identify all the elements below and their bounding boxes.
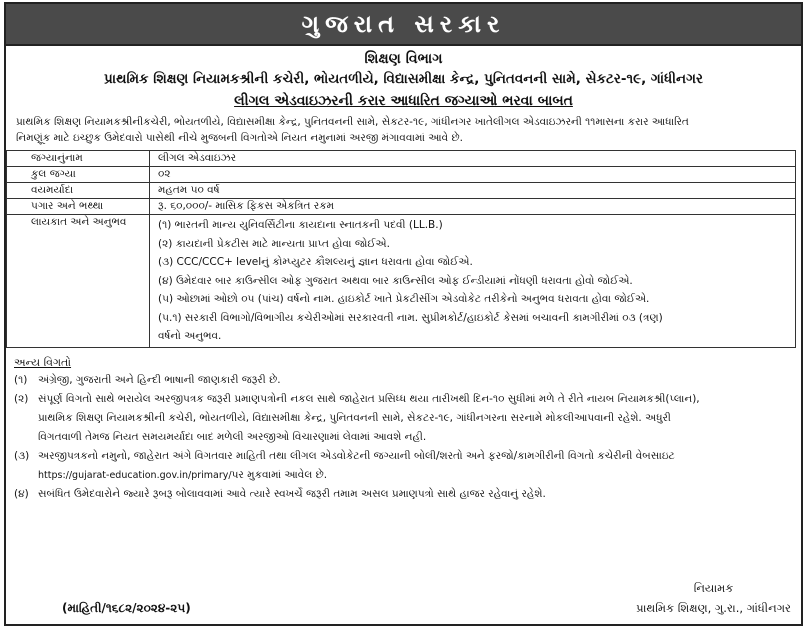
intro-line: પ્રાથમિક શિક્ષણ નિયામકશ્રીનીકચેરી, ભોયતળીયે, વિદ્યાસમીક્ષા કેન્દ્ર, પુનિતવનની સામે, સેકટર-૧૯, ગાંધીનગર ખાતેલીગલ એડવાઇઝરની ૧૧માસના કરાર આધારિત (16, 116, 689, 128)
item-line: અરજીપત્રકનો નમુનો, જાહેરાત અંગે વિગતવાર માહિતી તથા લીગલ એડવોકેટની જગ્યાની બોલી/શરતો અને ફરજો/કામગીરીની વિગતો કચેરીની વેબસાઇટ (38, 449, 675, 462)
table-row (7, 215, 796, 348)
item-line: સંપૂર્ણ વિગતો સાથે ભરાયેલ અરજીપત્રક જરૂરી પ્રમાણપત્રોની નકલ સાથે જાહેરાત પ્રસિધ્ધ થયા તારીખથી દિન-૧૦ સુધીમાં મળે તે રીતે નાયબ નિયામકશ્રી(પ્લાન), (38, 392, 700, 405)
item-text (38, 371, 793, 390)
signatory-title: નિયામક (693, 581, 734, 595)
item-text (38, 485, 793, 504)
item-line: અંગ્રેજી, ગુજરાતી અને હિન્દી ભાષાની જાણકારી જરૂરી છે. (38, 373, 281, 386)
item-text (38, 390, 793, 447)
detail-value: ૦૨ (150, 167, 796, 183)
list-item (14, 390, 793, 447)
notice-subject: લીગલ એડવાઇઝરની કરાર આધારિત જગ્યાઓ ભરવા બાબત (234, 93, 573, 109)
signature-block (636, 578, 791, 618)
footer (6, 574, 801, 618)
qualification-label: લાયકાત અને અનુભવ (7, 215, 150, 348)
item-line (38, 466, 793, 485)
table-row (7, 183, 796, 199)
header-block (6, 46, 801, 112)
detail-label: પગાર અને ભથ્થા (7, 199, 150, 215)
qualification-list (150, 215, 796, 348)
item-number: (૩) (14, 449, 30, 462)
item-line: વિગતવાળી તેમજ નિયત સમયમર્યાદા બાદ મળેલી અરજીઓ વિચારણામાં લેવામાં આવશે નહી. (38, 430, 427, 443)
post-details-table (6, 150, 796, 348)
item-line: પ્રાથમિક શિક્ષણ નિયામકશ્રીની કચેરી, ભોયતળીયે, વિદ્યાસમીક્ષા કેન્દ્ર, પુનિતવનની સામે, સેકટર-૧૯, ગાંધીનગરના સરનામે મોકલીઆપવાની રહેશે. અધુરી (38, 411, 671, 424)
qualification-item: (૨) કાયદાની પ્રેકટીસ માટે માન્યતા પ્રાપ્ત હોવા જોઈએ. (158, 237, 390, 250)
signatory-office: પ્રાથમિક શિક્ષણ, ગુ.રા., ગાંધીનગર (636, 601, 791, 615)
qualification-item: વર્ષનો અનુભવ. (158, 330, 222, 342)
intro-paragraph (6, 112, 801, 146)
reference-number: (માહિતી/૧૬૮૨/૨૦૨૪-૨૫) (62, 601, 191, 615)
detail-value: રૂ. ૬૦,૦૦૦/- માસિક ફિકસ એકત્રિત રકમ (150, 199, 796, 215)
qualification-item: (૪) ઉમેદવાર બાર કાઉન્સીલ ઓફ ગુજરાત અથવા બાર કાઉન્સીલ ઓફ ઈન્ડીયામાં નોંધણી ધરાવતા હોવો જોઈએ. (158, 274, 633, 287)
website-link[interactable]: https://gujarat-education.gov.in/primary/ (38, 469, 232, 481)
office-address: પ્રાથમિક શિક્ષણ નિયામકશ્રીની કચેરી, ભોયતળીયે, વિદ્યાસમીક્ષા કેન્દ્ર, પુનિતવનની સામે, સેકટર-૧૯, ગાંધીનગર (104, 71, 703, 87)
table-row (7, 199, 796, 215)
intro-line: નિમણૂંક માટે ઇચ્છુક ઉમેદવારો પાસેથી નીચે મુજબની વિગતોએ નિયત નમુનામાં અરજી મંગાવવામાં આવે છે. (16, 132, 463, 144)
item-number: (૧) (14, 373, 28, 386)
list-item (14, 447, 793, 485)
qualification-item: (૩) CCC/CCC+ levelનું કોમ્પ્યુટર કૌશલ્યનું જ્ઞાન ધરાવતા હોવા જોઈએ. (158, 256, 473, 268)
detail-label: જગ્યાનુંનામ (7, 151, 150, 167)
qualification-item: (૫) ઓછામાં ઓછો ૦૫ (પાંચ) વર્ષનો નામ. હાઇકોર્ટ ખાતે પ્રેકટીસીંગ એડવોકેટ તરીકેનો અનુભવ ધરાવતા હોવા જોઈએ. (158, 293, 650, 305)
detail-value: મહતમ ૫૦ વર્ષ (150, 183, 796, 199)
other-details-title: અન્ય વિગતો (14, 355, 72, 369)
qualification-item: (૧) ભારતની માન્ય યુનિવર્સિટીના કાયદાના સ્નાતકની પદવી (LL.B.) (158, 219, 443, 231)
other-details (6, 348, 801, 504)
item-text (38, 447, 793, 485)
list-item (14, 485, 793, 504)
item-number: (૨) (14, 392, 29, 405)
notice-page (4, 2, 803, 626)
department-title: શિક્ષણ વિભાગ (364, 51, 443, 67)
detail-label: કુલ જગ્યા (7, 167, 150, 183)
government-banner: ગુજરાત સરકાર (6, 4, 801, 46)
item-number: (૪) (14, 487, 29, 500)
table-row (7, 151, 796, 167)
qualification-item: (૫.૧) સરકારી વિભાગો/વિભાગીય કચેરીઓમાં સરકારવતી નામ. સુપ્રીમકોર્ટ/હાઇકોર્ટ કેસમાં બચાવની કામગીરીમાં ૦૩ (ત્રણ) (158, 311, 663, 324)
table-row (7, 167, 796, 183)
website-suffix: પર મુકવામાં આવેલ છે. (231, 468, 328, 481)
detail-value: લીગલ એડવાઇઝર (150, 151, 796, 167)
detail-label: વયમર્યાદા (7, 183, 150, 199)
list-item (14, 371, 793, 390)
item-line: સબંધિત ઉમેદવારોને જ્યારે રૂબરૂ બોલાવવામાં આવે ત્યારે સ્વખર્ચે જરૂરી તમામ અસલ પ્રમાણપત્રો સાથે હાજર રહેવાનું રહેશે. (38, 487, 546, 500)
